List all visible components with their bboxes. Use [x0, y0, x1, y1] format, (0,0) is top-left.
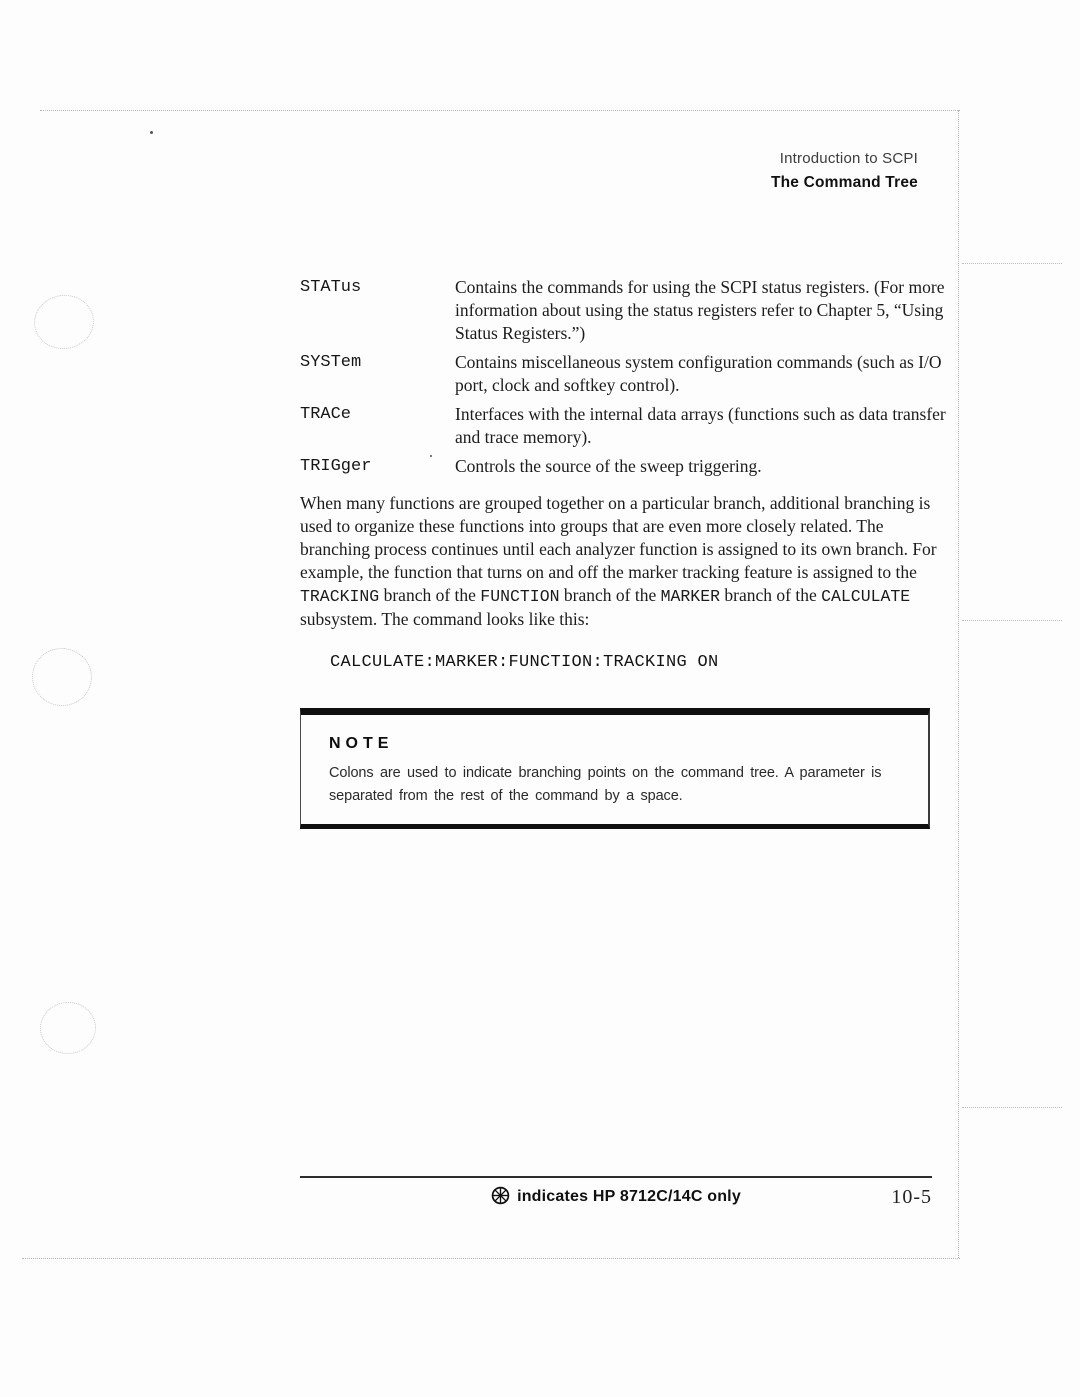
footer-note-text: indicates HP 8712C/14C only — [517, 1188, 741, 1205]
paragraph-text: subsystem. The command looks like this: — [300, 609, 590, 629]
definition-row — [300, 403, 948, 449]
scan-edge-top — [40, 110, 960, 111]
inline-scpi-keyword: TRACKING — [300, 587, 380, 606]
command-term: TRIGger — [300, 457, 372, 476]
page-number: 10-5 — [891, 1186, 932, 1208]
scpi-command-example: CALCULATE:MARKER:FUNCTION:TRACKING ON — [330, 653, 719, 672]
paragraph-text: branch of the — [720, 585, 822, 605]
punch-hole-mark — [38, 1000, 97, 1056]
command-definition-list — [300, 276, 948, 484]
command-term: TRACe — [300, 405, 352, 424]
header-chapter-title: Introduction to SCPI — [779, 150, 918, 167]
punch-hole-mark — [31, 291, 98, 353]
inline-scpi-keyword: CALCULATE — [821, 587, 911, 606]
body-paragraph — [300, 492, 952, 631]
note-body: Colons are used to indicate branching points on the command tree. A parameter is separated from the rest of the command by a space. — [329, 765, 882, 804]
margin-tick — [962, 620, 1062, 621]
scan-edge-right — [958, 110, 959, 1258]
paragraph-text: branch of the — [559, 585, 661, 605]
command-term: SYSTem — [300, 353, 362, 372]
note-box — [300, 708, 930, 829]
definition-row — [300, 351, 948, 397]
scan-edge-bottom — [22, 1258, 960, 1259]
punch-hole-mark — [30, 645, 95, 708]
command-description: Contains miscellaneous system configuration commands (such as I/O port, clock and softkey control). — [455, 352, 942, 395]
page-footer — [300, 1176, 932, 1212]
paragraph-text: When many functions are grouped together on a particular branch, additional branching is used to organize these functions into groups that are even more closely related. The branching process continues until each analyzer function is assigned to its own branch. For example, the function that turns on and off the marker tracking feature is assigned to the — [300, 493, 937, 582]
definition-row — [300, 276, 948, 345]
pinwheel-icon — [491, 1186, 510, 1210]
margin-tick — [962, 1107, 1062, 1108]
definition-row — [300, 455, 948, 478]
footer-note — [300, 1186, 932, 1210]
inline-scpi-keyword: MARKER — [660, 587, 721, 606]
note-title: NOTE — [329, 735, 394, 752]
footer-rule — [300, 1176, 932, 1178]
paragraph-text: branch of the — [379, 585, 481, 605]
margin-tick — [962, 263, 1062, 264]
scan-speck — [150, 131, 153, 134]
command-term: STATus — [300, 278, 362, 297]
page-header — [771, 150, 918, 192]
inline-scpi-keyword: FUNCTION — [480, 587, 560, 606]
command-description: Controls the source of the sweep triggering. — [455, 456, 762, 476]
header-section-title: The Command Tree — [770, 174, 918, 191]
command-description: Interfaces with the internal data arrays (functions such as data transfer and trace memory). — [455, 404, 946, 447]
command-description: Contains the commands for using the SCPI status registers. (For more information about using the status registers refer to Chapter 5, “Using Status Registers.”) — [455, 277, 945, 343]
